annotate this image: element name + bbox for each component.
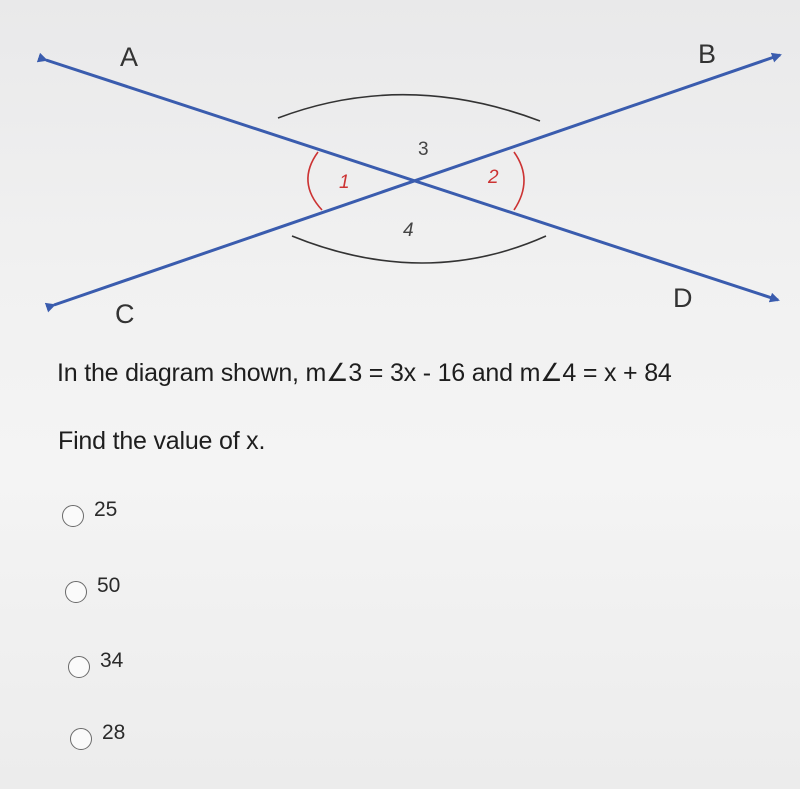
- point-label-b: B: [698, 39, 717, 69]
- choice-label: 28: [102, 721, 126, 744]
- point-label-c: C: [115, 299, 135, 329]
- answer-choice-2[interactable]: [65, 574, 121, 604]
- intersecting-lines-diagram: [0, 0, 800, 340]
- question-text: In the diagram shown, m∠3 = 3x - 16 and m∠4 = x + 84: [57, 359, 672, 387]
- choice-label: 25: [94, 498, 118, 521]
- answer-choice-4[interactable]: [70, 721, 126, 751]
- question-prompt: Find the value of x.: [58, 427, 266, 455]
- angle-label-1: 1: [339, 172, 350, 193]
- angle-2-arc: [514, 152, 524, 210]
- point-label-d: D: [673, 283, 693, 313]
- radio-button[interactable]: [62, 505, 84, 527]
- angle-label-2: 2: [488, 167, 499, 188]
- answer-choice-3[interactable]: [68, 649, 124, 679]
- radio-button[interactable]: [65, 581, 87, 603]
- angle-label-3: 3: [418, 139, 429, 160]
- answer-choice-1[interactable]: [62, 498, 118, 528]
- angle-1-arc: [308, 152, 322, 210]
- line-ad: [46, 60, 778, 300]
- radio-button[interactable]: [70, 728, 92, 750]
- point-label-a: A: [120, 42, 139, 72]
- radio-button[interactable]: [68, 656, 90, 678]
- angle-label-4: 4: [403, 220, 414, 241]
- angle-3-arc: [278, 95, 540, 121]
- choice-label: 50: [97, 574, 121, 597]
- choice-label: 34: [100, 649, 124, 672]
- line-cb: [54, 55, 780, 305]
- angle-4-arc: [292, 236, 546, 263]
